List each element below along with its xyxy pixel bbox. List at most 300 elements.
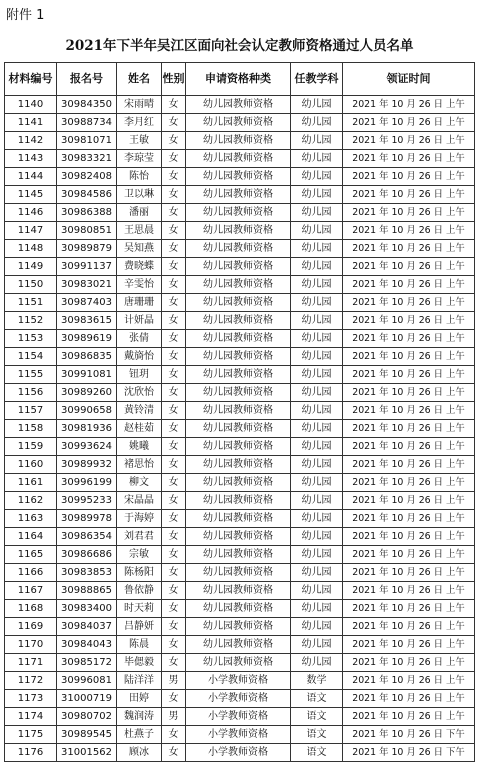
qualification-cell: 幼儿园教师资格 (186, 456, 291, 474)
qualification-cell: 幼儿园教师资格 (186, 366, 291, 384)
name-cell: 黄铃清 (117, 402, 162, 420)
registration-no-cell: 31001562 (57, 744, 117, 762)
subject-cell: 幼儿园 (291, 312, 343, 330)
subject-cell: 幼儿园 (291, 438, 343, 456)
registration-no-cell: 30989978 (57, 510, 117, 528)
table-row (5, 222, 475, 240)
registration-no-cell: 30991081 (57, 366, 117, 384)
material-no-cell: 1161 (5, 474, 57, 492)
registration-no-cell: 30984586 (57, 186, 117, 204)
name-cell: 顾冰 (117, 744, 162, 762)
name-cell: 刘君君 (117, 528, 162, 546)
qualification-cell: 幼儿园教师资格 (186, 294, 291, 312)
table-header-row (5, 63, 475, 96)
qualification-cell: 幼儿园教师资格 (186, 528, 291, 546)
gender-cell: 女 (162, 330, 186, 348)
table-row (5, 744, 475, 762)
gender-cell: 女 (162, 366, 186, 384)
material-no-cell: 1149 (5, 258, 57, 276)
registration-no-cell: 30984043 (57, 636, 117, 654)
table-row (5, 366, 475, 384)
collection-time-cell: 2021 年 10 月 26 日 上午 (343, 636, 475, 654)
collection-time-cell: 2021 年 10 月 26 日 上午 (343, 294, 475, 312)
name-cell: 戴旖怡 (117, 348, 162, 366)
qualification-cell: 幼儿园教师资格 (186, 420, 291, 438)
gender-cell: 女 (162, 402, 186, 420)
collection-time-cell: 2021 年 10 月 26 日 上午 (343, 510, 475, 528)
subject-cell: 幼儿园 (291, 186, 343, 204)
table-row (5, 186, 475, 204)
table-row (5, 204, 475, 222)
registration-no-cell: 30984350 (57, 96, 117, 114)
material-no-cell: 1141 (5, 114, 57, 132)
registration-no-cell: 30987403 (57, 294, 117, 312)
material-no-cell: 1165 (5, 546, 57, 564)
gender-cell: 男 (162, 708, 186, 726)
name-cell: 吴知燕 (117, 240, 162, 258)
table-row (5, 312, 475, 330)
name-cell: 潘丽 (117, 204, 162, 222)
material-no-cell: 1171 (5, 654, 57, 672)
material-no-cell: 1140 (5, 96, 57, 114)
registration-no-cell: 30993624 (57, 438, 117, 456)
gender-cell: 女 (162, 294, 186, 312)
name-cell: 宋雨晴 (117, 96, 162, 114)
qualification-cell: 幼儿园教师资格 (186, 636, 291, 654)
table-row (5, 132, 475, 150)
gender-cell: 女 (162, 528, 186, 546)
table-row (5, 240, 475, 258)
collection-time-cell: 2021 年 10 月 26 日 上午 (343, 132, 475, 150)
collection-time-cell: 2021 年 10 月 26 日 上午 (343, 348, 475, 366)
material-no-cell: 1167 (5, 582, 57, 600)
collection-time-cell: 2021 年 10 月 26 日 上午 (343, 258, 475, 276)
table-row (5, 654, 475, 672)
subject-cell: 幼儿园 (291, 600, 343, 618)
registration-no-cell: 30986388 (57, 204, 117, 222)
name-cell: 张倩 (117, 330, 162, 348)
subject-cell: 幼儿园 (291, 636, 343, 654)
subject-cell: 幼儿园 (291, 294, 343, 312)
material-no-cell: 1157 (5, 402, 57, 420)
material-no-cell: 1160 (5, 456, 57, 474)
name-cell: 鲁依静 (117, 582, 162, 600)
qualification-cell: 幼儿园教师资格 (186, 582, 291, 600)
subject-cell: 语文 (291, 690, 343, 708)
name-cell: 时天莉 (117, 600, 162, 618)
subject-cell: 语文 (291, 726, 343, 744)
subject-cell: 幼儿园 (291, 384, 343, 402)
registration-no-cell: 30983021 (57, 276, 117, 294)
header-material-no: 材料编号 (5, 63, 57, 96)
registration-no-cell: 30989879 (57, 240, 117, 258)
document-title: 2021年下半年吴江区面向社会认定教师资格通过人员名单 (65, 38, 414, 54)
collection-time-cell: 2021 年 10 月 26 日 上午 (343, 582, 475, 600)
table-row (5, 456, 475, 474)
collection-time-cell: 2021 年 10 月 26 日 上午 (343, 492, 475, 510)
material-no-cell: 1176 (5, 744, 57, 762)
material-no-cell: 1142 (5, 132, 57, 150)
table-row (5, 474, 475, 492)
registration-no-cell: 30983615 (57, 312, 117, 330)
subject-cell: 幼儿园 (291, 132, 343, 150)
gender-cell: 女 (162, 258, 186, 276)
material-no-cell: 1164 (5, 528, 57, 546)
table-row (5, 384, 475, 402)
collection-time-cell: 2021 年 10 月 26 日 上午 (343, 708, 475, 726)
collection-time-cell: 2021 年 10 月 26 日 上午 (343, 618, 475, 636)
subject-cell: 幼儿园 (291, 204, 343, 222)
qualification-cell: 幼儿园教师资格 (186, 438, 291, 456)
qualification-cell: 幼儿园教师资格 (186, 330, 291, 348)
qualification-cell: 幼儿园教师资格 (186, 204, 291, 222)
header-qualification-type: 申请资格种类 (186, 63, 291, 96)
gender-cell: 女 (162, 276, 186, 294)
gender-cell: 女 (162, 456, 186, 474)
subject-cell: 幼儿园 (291, 528, 343, 546)
gender-cell: 女 (162, 348, 186, 366)
collection-time-cell: 2021 年 10 月 26 日 上午 (343, 168, 475, 186)
header-registration-no: 报名号 (57, 63, 117, 96)
subject-cell: 幼儿园 (291, 510, 343, 528)
gender-cell: 女 (162, 132, 186, 150)
name-cell: 王思晨 (117, 222, 162, 240)
table-row (5, 96, 475, 114)
gender-cell: 女 (162, 420, 186, 438)
registration-no-cell: 30995233 (57, 492, 117, 510)
registration-no-cell: 30996081 (57, 672, 117, 690)
gender-cell: 女 (162, 168, 186, 186)
qualification-cell: 幼儿园教师资格 (186, 492, 291, 510)
gender-cell: 女 (162, 312, 186, 330)
name-cell: 钮玥 (117, 366, 162, 384)
gender-cell: 女 (162, 474, 186, 492)
collection-time-cell: 2021 年 10 月 26 日 上午 (343, 546, 475, 564)
material-no-cell: 1169 (5, 618, 57, 636)
registration-no-cell: 30985172 (57, 654, 117, 672)
table-row (5, 492, 475, 510)
material-no-cell: 1174 (5, 708, 57, 726)
table-row (5, 402, 475, 420)
name-cell: 卫以琳 (117, 186, 162, 204)
collection-time-cell: 2021 年 10 月 26 日 上午 (343, 150, 475, 168)
collection-time-cell: 2021 年 10 月 26 日 上午 (343, 114, 475, 132)
name-cell: 李琼莹 (117, 150, 162, 168)
collection-time-cell: 2021 年 10 月 26 日 下午 (343, 744, 475, 762)
gender-cell: 男 (162, 672, 186, 690)
subject-cell: 幼儿园 (291, 654, 343, 672)
name-cell: 魏润涛 (117, 708, 162, 726)
registration-no-cell: 30986354 (57, 528, 117, 546)
subject-cell: 幼儿园 (291, 456, 343, 474)
name-cell: 费晓蝶 (117, 258, 162, 276)
material-no-cell: 1172 (5, 672, 57, 690)
subject-cell: 幼儿园 (291, 366, 343, 384)
collection-time-cell: 2021 年 10 月 26 日 上午 (343, 276, 475, 294)
subject-cell: 幼儿园 (291, 348, 343, 366)
gender-cell: 女 (162, 384, 186, 402)
qualification-cell: 幼儿园教师资格 (186, 96, 291, 114)
collection-time-cell: 2021 年 10 月 26 日 上午 (343, 600, 475, 618)
qualification-cell: 幼儿园教师资格 (186, 276, 291, 294)
table-row (5, 348, 475, 366)
name-cell: 吕静妍 (117, 618, 162, 636)
subject-cell: 幼儿园 (291, 96, 343, 114)
qualification-cell: 小学教师资格 (186, 726, 291, 744)
collection-time-cell: 2021 年 10 月 26 日 上午 (343, 186, 475, 204)
gender-cell: 女 (162, 492, 186, 510)
name-cell: 李月红 (117, 114, 162, 132)
subject-cell: 幼儿园 (291, 150, 343, 168)
table-row (5, 420, 475, 438)
table-row (5, 114, 475, 132)
table-row (5, 150, 475, 168)
subject-cell: 幼儿园 (291, 564, 343, 582)
gender-cell: 女 (162, 222, 186, 240)
table-row (5, 438, 475, 456)
gender-cell: 女 (162, 438, 186, 456)
qualification-cell: 幼儿园教师资格 (186, 348, 291, 366)
registration-no-cell: 30990658 (57, 402, 117, 420)
header-name: 姓名 (117, 63, 162, 96)
name-cell: 陈晨 (117, 636, 162, 654)
header-gender: 性别 (162, 63, 186, 96)
qualification-cell: 幼儿园教师资格 (186, 114, 291, 132)
gender-cell: 女 (162, 654, 186, 672)
registration-no-cell: 30989932 (57, 456, 117, 474)
table-row (5, 528, 475, 546)
name-cell: 于海婷 (117, 510, 162, 528)
registration-no-cell: 30989545 (57, 726, 117, 744)
table-row (5, 618, 475, 636)
qualification-cell: 小学教师资格 (186, 672, 291, 690)
material-no-cell: 1163 (5, 510, 57, 528)
table-row (5, 276, 475, 294)
qualification-cell: 幼儿园教师资格 (186, 474, 291, 492)
name-cell: 宋晶晶 (117, 492, 162, 510)
material-no-cell: 1143 (5, 150, 57, 168)
collection-time-cell: 2021 年 10 月 26 日 上午 (343, 438, 475, 456)
material-no-cell: 1155 (5, 366, 57, 384)
qualification-cell: 幼儿园教师资格 (186, 132, 291, 150)
subject-cell: 数学 (291, 672, 343, 690)
gender-cell: 女 (162, 744, 186, 762)
material-no-cell: 1153 (5, 330, 57, 348)
subject-cell: 幼儿园 (291, 420, 343, 438)
subject-cell: 幼儿园 (291, 240, 343, 258)
collection-time-cell: 2021 年 10 月 26 日 上午 (343, 654, 475, 672)
subject-cell: 幼儿园 (291, 330, 343, 348)
material-no-cell: 1154 (5, 348, 57, 366)
subject-cell: 幼儿园 (291, 222, 343, 240)
gender-cell: 女 (162, 150, 186, 168)
gender-cell: 女 (162, 240, 186, 258)
name-cell: 沈欣怡 (117, 384, 162, 402)
subject-cell: 语文 (291, 708, 343, 726)
name-cell: 褚思怡 (117, 456, 162, 474)
registration-no-cell: 30989619 (57, 330, 117, 348)
subject-cell: 幼儿园 (291, 582, 343, 600)
subject-cell: 幼儿园 (291, 114, 343, 132)
header-collection-time: 领证时间 (343, 63, 475, 96)
registration-no-cell: 30984037 (57, 618, 117, 636)
table-row (5, 672, 475, 690)
collection-time-cell: 2021 年 10 月 26 日 上午 (343, 96, 475, 114)
qualification-cell: 幼儿园教师资格 (186, 402, 291, 420)
collection-time-cell: 2021 年 10 月 26 日 上午 (343, 312, 475, 330)
registration-no-cell: 30988734 (57, 114, 117, 132)
qualification-cell: 幼儿园教师资格 (186, 618, 291, 636)
name-cell: 陆洋洋 (117, 672, 162, 690)
registration-no-cell: 30980702 (57, 708, 117, 726)
collection-time-cell: 2021 年 10 月 26 日 上午 (343, 420, 475, 438)
table-row (5, 510, 475, 528)
registration-no-cell: 30988865 (57, 582, 117, 600)
qualification-cell: 幼儿园教师资格 (186, 564, 291, 582)
name-cell: 田婷 (117, 690, 162, 708)
material-no-cell: 1147 (5, 222, 57, 240)
collection-time-cell: 2021 年 10 月 26 日 上午 (343, 204, 475, 222)
table-row (5, 330, 475, 348)
table-row (5, 258, 475, 276)
name-cell: 辛雯怡 (117, 276, 162, 294)
material-no-cell: 1144 (5, 168, 57, 186)
qualification-cell: 幼儿园教师资格 (186, 384, 291, 402)
table-row (5, 600, 475, 618)
qualification-cell: 小学教师资格 (186, 744, 291, 762)
gender-cell: 女 (162, 96, 186, 114)
collection-time-cell: 2021 年 10 月 26 日 上午 (343, 384, 475, 402)
name-cell: 杜燕子 (117, 726, 162, 744)
name-cell: 计妍晶 (117, 312, 162, 330)
material-no-cell: 1162 (5, 492, 57, 510)
subject-cell: 幼儿园 (291, 402, 343, 420)
collection-time-cell: 2021 年 10 月 26 日 上午 (343, 474, 475, 492)
qualification-cell: 幼儿园教师资格 (186, 600, 291, 618)
qualification-cell: 幼儿园教师资格 (186, 240, 291, 258)
collection-time-cell: 2021 年 10 月 26 日 下午 (343, 726, 475, 744)
subject-cell: 幼儿园 (291, 546, 343, 564)
qualification-cell: 幼儿园教师资格 (186, 654, 291, 672)
gender-cell: 女 (162, 582, 186, 600)
gender-cell: 女 (162, 600, 186, 618)
name-cell: 柳文 (117, 474, 162, 492)
gender-cell: 女 (162, 204, 186, 222)
qualification-cell: 小学教师资格 (186, 708, 291, 726)
name-cell: 宗敏 (117, 546, 162, 564)
collection-time-cell: 2021 年 10 月 26 日 上午 (343, 528, 475, 546)
collection-time-cell: 2021 年 10 月 26 日 上午 (343, 672, 475, 690)
collection-time-cell: 2021 年 10 月 26 日 上午 (343, 240, 475, 258)
collection-time-cell: 2021 年 10 月 26 日 上午 (343, 366, 475, 384)
gender-cell: 女 (162, 618, 186, 636)
subject-cell: 幼儿园 (291, 168, 343, 186)
material-no-cell: 1145 (5, 186, 57, 204)
material-no-cell: 1150 (5, 276, 57, 294)
qualification-cell: 幼儿园教师资格 (186, 150, 291, 168)
gender-cell: 女 (162, 546, 186, 564)
collection-time-cell: 2021 年 10 月 26 日 上午 (343, 564, 475, 582)
material-no-cell: 1156 (5, 384, 57, 402)
material-no-cell: 1170 (5, 636, 57, 654)
subject-cell: 幼儿园 (291, 276, 343, 294)
qualification-cell: 幼儿园教师资格 (186, 168, 291, 186)
qualification-cell: 幼儿园教师资格 (186, 312, 291, 330)
attachment-label: 附件 1 (6, 8, 45, 23)
registration-no-cell: 30981071 (57, 132, 117, 150)
registration-no-cell: 30989260 (57, 384, 117, 402)
table-row (5, 546, 475, 564)
name-cell: 陈杨阳 (117, 564, 162, 582)
registration-no-cell: 30986835 (57, 348, 117, 366)
qualification-cell: 幼儿园教师资格 (186, 258, 291, 276)
qualification-cell: 幼儿园教师资格 (186, 186, 291, 204)
gender-cell: 女 (162, 564, 186, 582)
registration-no-cell: 30982408 (57, 168, 117, 186)
material-no-cell: 1166 (5, 564, 57, 582)
registration-no-cell: 30986686 (57, 546, 117, 564)
material-no-cell: 1152 (5, 312, 57, 330)
material-no-cell: 1168 (5, 600, 57, 618)
gender-cell: 女 (162, 636, 186, 654)
table-row (5, 636, 475, 654)
qualification-cell: 幼儿园教师资格 (186, 546, 291, 564)
table-row (5, 726, 475, 744)
gender-cell: 女 (162, 726, 186, 744)
name-cell: 赵桂茹 (117, 420, 162, 438)
header-subject: 任教学科 (291, 63, 343, 96)
registration-no-cell: 30980851 (57, 222, 117, 240)
table-row (5, 294, 475, 312)
subject-cell: 幼儿园 (291, 492, 343, 510)
material-no-cell: 1148 (5, 240, 57, 258)
registration-no-cell: 30991137 (57, 258, 117, 276)
roster-table (4, 62, 475, 762)
material-no-cell: 1173 (5, 690, 57, 708)
subject-cell: 幼儿园 (291, 258, 343, 276)
material-no-cell: 1158 (5, 420, 57, 438)
collection-time-cell: 2021 年 10 月 26 日 上午 (343, 222, 475, 240)
qualification-cell: 小学教师资格 (186, 690, 291, 708)
material-no-cell: 1175 (5, 726, 57, 744)
registration-no-cell: 30983853 (57, 564, 117, 582)
registration-no-cell: 30981936 (57, 420, 117, 438)
gender-cell: 女 (162, 114, 186, 132)
registration-no-cell: 30983321 (57, 150, 117, 168)
registration-no-cell: 30983400 (57, 600, 117, 618)
material-no-cell: 1151 (5, 294, 57, 312)
name-cell: 陈怡 (117, 168, 162, 186)
table-row (5, 690, 475, 708)
name-cell: 王敏 (117, 132, 162, 150)
gender-cell: 女 (162, 186, 186, 204)
gender-cell: 女 (162, 690, 186, 708)
table-row (5, 582, 475, 600)
material-no-cell: 1146 (5, 204, 57, 222)
table-body (5, 96, 475, 762)
subject-cell: 幼儿园 (291, 618, 343, 636)
table-row (5, 168, 475, 186)
collection-time-cell: 2021 年 10 月 26 日 上午 (343, 690, 475, 708)
registration-no-cell: 31000719 (57, 690, 117, 708)
name-cell: 姚曦 (117, 438, 162, 456)
subject-cell: 语文 (291, 744, 343, 762)
collection-time-cell: 2021 年 10 月 26 日 上午 (343, 330, 475, 348)
collection-time-cell: 2021 年 10 月 26 日 上午 (343, 402, 475, 420)
table-row (5, 564, 475, 582)
name-cell: 毕偲毅 (117, 654, 162, 672)
subject-cell: 幼儿园 (291, 474, 343, 492)
